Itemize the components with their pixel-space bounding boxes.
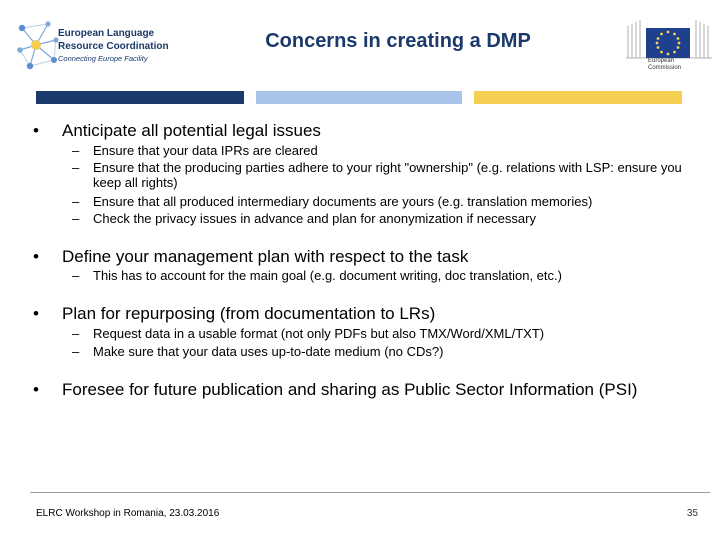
sub-bullet-text: This has to account for the main goal (e.g. document writing, doc translation, etc.) <box>93 268 562 283</box>
sub-bullet-text: Ensure that all produced intermediary documents are yours (e.g. translation memories) <box>93 194 593 209</box>
bullet-marker: • <box>33 304 39 323</box>
ec-line-2: Commission <box>648 65 682 71</box>
header-band-yellow <box>474 91 682 104</box>
header-band-light-blue <box>256 91 462 104</box>
dash-marker: – <box>72 211 80 226</box>
sub-bullet-2-1 <box>72 268 712 283</box>
sub-bullet-3-1 <box>72 326 712 341</box>
bullet-marker: • <box>33 380 39 399</box>
sub-bullet-text: Request data in a usable format (not only PDFs but also TMX/Word/XML/TXT) <box>93 326 545 341</box>
sub-bullet-3-2 <box>72 344 712 359</box>
bullet-marker: • <box>33 121 39 140</box>
page-number: 35 <box>686 508 698 519</box>
dash-marker: – <box>72 160 80 175</box>
dash-marker: – <box>72 268 80 283</box>
sub-bullet-1-1 <box>72 143 712 158</box>
dash-marker: – <box>72 143 80 158</box>
bullet-1-text: Anticipate all potential legal issues <box>62 121 321 140</box>
logo-line-1: European Language <box>58 28 155 39</box>
sub-bullet-1-2 <box>72 160 712 190</box>
slide-title: Concerns in creating a DMP <box>265 30 531 52</box>
footer-event: ELRC Workshop in Romania, 23.03.2016 <box>36 508 220 519</box>
sub-bullet-text: Ensure that the producing parties adhere to your right "ownership" (e.g. relations with LSP: ensure you keep all rights) <box>93 160 682 190</box>
bullet-2-text: Define your management plan with respect to the task <box>62 247 469 266</box>
dash-marker: – <box>72 344 80 359</box>
bullet-4-text: Foresee for future publication and sharing as Public Sector Information (PSI) <box>62 380 638 399</box>
footer-divider <box>30 492 710 493</box>
dash-marker: – <box>72 326 80 341</box>
bullet-marker: • <box>33 247 39 266</box>
logo-tagline: Connecting Europe Facility <box>58 54 148 63</box>
sub-bullet-text: Make sure that your data uses up-to-date medium (no CDs?) <box>93 344 444 359</box>
sub-bullet-1-3 <box>72 194 712 209</box>
sub-bullet-1-4 <box>72 211 712 226</box>
logo-line-2: Resource Coordination <box>58 41 169 52</box>
header-band-dark-blue <box>36 91 244 104</box>
bullet-3-text: Plan for repurposing (from documentation to LRs) <box>62 304 436 323</box>
dash-marker: – <box>72 194 80 209</box>
sub-bullet-text: Ensure that your data IPRs are cleared <box>93 143 318 158</box>
ec-line-1: European <box>648 58 675 64</box>
ec-logo-text <box>648 58 681 72</box>
sub-bullet-text: Check the privacy issues in advance and plan for anonymization if necessary <box>93 211 536 226</box>
